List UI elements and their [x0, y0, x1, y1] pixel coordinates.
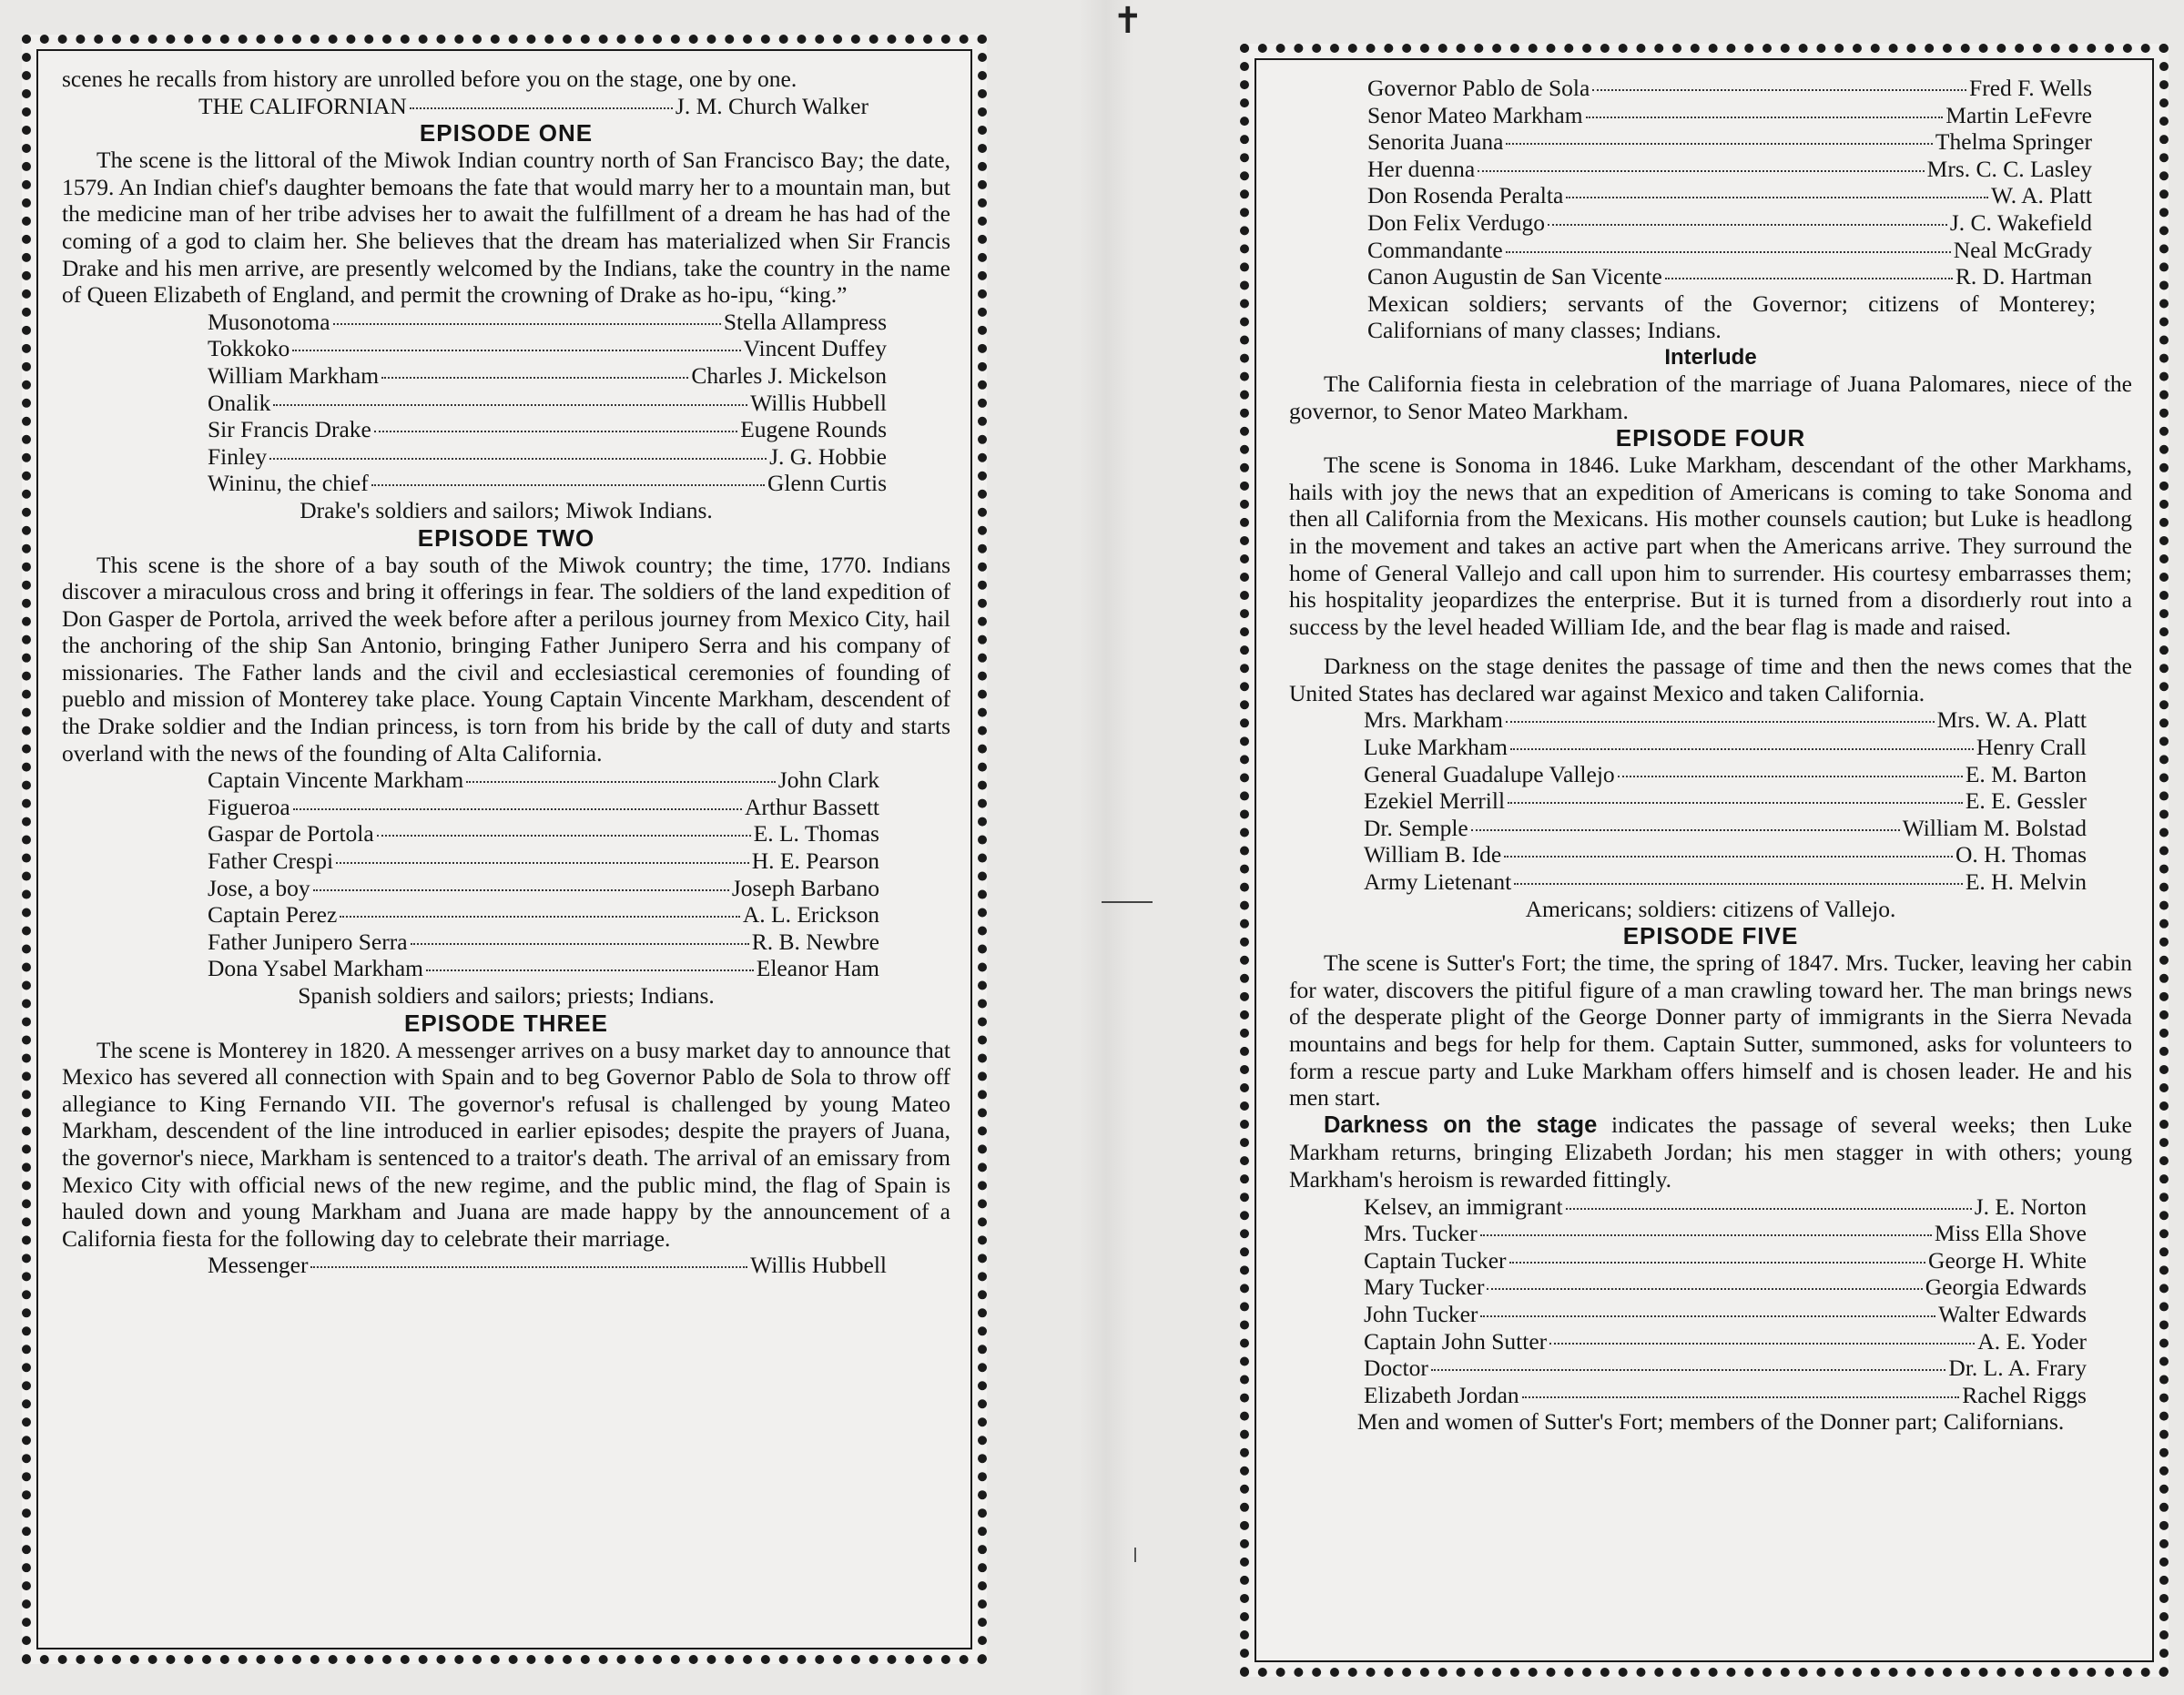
cast-actor: A. E. Yoder — [1977, 1327, 2087, 1355]
cast-role: Jose, a boy — [208, 874, 310, 901]
cast-actor: George H. White — [1928, 1246, 2087, 1274]
leader-dots — [371, 484, 765, 486]
cast-role: Governor Pablo de Sola — [1367, 75, 1590, 101]
cast-role: Canon Augustin de San Vicente — [1367, 263, 1662, 290]
cast-line — [208, 955, 879, 982]
cast-line — [208, 416, 887, 443]
cast-role: Sir Francis Drake — [208, 416, 371, 443]
leader-dots — [310, 1266, 747, 1268]
episode-four-title: EPISODE FOUR — [1615, 424, 1806, 452]
cast-role: Mrs. Markham — [1364, 706, 1503, 734]
page-fold — [1079, 0, 1133, 1695]
right-page — [1240, 44, 2169, 1677]
leader-dots — [1487, 1288, 1922, 1290]
cast-role: Figueroa — [208, 793, 290, 820]
cast-line — [208, 390, 887, 417]
cast-line — [1364, 1301, 2087, 1328]
cast-actor: J. E. Norton — [1974, 1193, 2087, 1220]
cast-role: Tokkoko — [208, 335, 290, 362]
episode-two-chorus: Spanish soldiers and sailors; priests; Indians. — [298, 982, 715, 1009]
cast-actor: J. C. Wakefield — [1949, 208, 2092, 236]
cast-line — [1364, 815, 2087, 842]
cast-role: Commandante — [1367, 236, 1503, 263]
cast-line — [1367, 128, 2092, 156]
cast-role: Gaspar de Portola — [208, 820, 374, 848]
cast-line — [208, 901, 879, 929]
leader-dots — [1478, 170, 1924, 172]
cast-actor: E. L. Thomas — [753, 820, 879, 848]
cast-role: Mary Tucker — [1364, 1274, 1485, 1301]
cast-role: Wininu, the chief — [208, 470, 369, 497]
leader-dots — [1548, 224, 1947, 226]
episode-three-title: EPISODE THREE — [404, 1009, 608, 1037]
interlude-text: The California fiesta in celebration of the marriage of Juana Palomares, niece of the governor, to Senor Mateo Markham. — [1289, 370, 2132, 424]
cast-actor: J. M. Church Walker — [675, 92, 869, 119]
episode-five-text-2 — [1289, 1111, 2132, 1193]
leader-dots — [1508, 802, 1963, 804]
cast-actor: Martin LeFevre — [1945, 101, 2092, 128]
cast-actor: Miss Ella Shove — [1934, 1220, 2087, 1247]
cast-actor: R. D. Hartman — [1955, 263, 2092, 290]
cast-actor: E. M. Barton — [1965, 760, 2087, 787]
leader-dots — [1665, 278, 1953, 279]
cast-role: William B. Ide — [1364, 841, 1502, 868]
cast-role: Captain Vincente Markham — [208, 766, 464, 794]
cast-actor: Mrs. C. C. Lasley — [1926, 155, 2092, 182]
episode-four-text-2: Darkness on the stage denites the passage of time and then the news comes that the United States has declared war against Mexico and taken California. — [1289, 653, 2132, 706]
cast-actor: J. G. Hobbie — [769, 442, 887, 470]
fold-tick — [1134, 1548, 1136, 1562]
cast-actor: Glenn Curtis — [767, 470, 887, 497]
episode-five-chorus: Men and women of Sutter's Fort; members of the Donner part; Californians. — [1356, 1408, 2065, 1436]
cast-line — [1364, 1355, 2087, 1382]
cast-actor: W. A. Platt — [1991, 182, 2092, 209]
cast-actor: Neal McGrady — [1953, 236, 2092, 263]
leader-dots — [313, 889, 729, 891]
cast-line — [208, 875, 879, 902]
leader-dots — [411, 943, 749, 945]
cast-line — [1364, 1193, 2087, 1221]
episode-one-text: The scene is the littoral of the Miwok Indian country north of San Francisco Bay; the date, 1579. An Indian chief's daughter bemoans the fate that would marry her to a mountain man, but the medicine man of her tribe advises her to await the fulfillment of a dream he has had of the coming of a god to claim her. She believes that the dream has materialized when Sir Francis Drake and his men arrive, are presently welcomed by the Indians, take the country in the name of Queen Elizabeth of England, and permit the crowning of Drake as ho-ipu, “king.” — [62, 147, 950, 309]
cast-actor: Joseph Barbano — [731, 874, 879, 901]
cast-actor: Walter Edwards — [1938, 1300, 2087, 1327]
cast-line — [1364, 761, 2087, 788]
episode-four-chorus: Americans; soldiers: citizens of Vallejo. — [1525, 895, 1896, 922]
leader-dots — [1480, 1234, 1932, 1236]
cast-role: Kelsev, an immigrant — [1364, 1193, 1563, 1220]
leader-dots — [1522, 1396, 1960, 1398]
left-page — [22, 35, 987, 1664]
leader-dots — [293, 808, 742, 810]
leader-dots — [1506, 251, 1951, 253]
episode-two-title: EPISODE TWO — [417, 523, 595, 552]
cast-actor: Charles J. Mickelson — [691, 361, 887, 389]
intro-text: scenes he recalls from history are unrolled before you on the stage, one by one. — [62, 66, 797, 92]
leader-dots — [1566, 197, 1988, 198]
cast-line — [1367, 102, 2092, 129]
cast-role: Captain Tucker — [1364, 1246, 1507, 1274]
episode-five-title: EPISODE FIVE — [1622, 922, 1799, 950]
cast-line — [208, 1252, 887, 1279]
episode-three-cast-continued — [1367, 75, 2092, 290]
episode-three-cast — [208, 1252, 887, 1279]
cast-role: Dr. Semple — [1364, 814, 1468, 841]
cast-role: Father Crespi — [208, 848, 334, 875]
cast-role: Don Rosenda Peralta — [1367, 182, 1564, 209]
cast-line — [1364, 868, 2087, 896]
cast-actor: Rachel Riggs — [1962, 1381, 2087, 1408]
cast-line — [1367, 182, 2092, 209]
cast-actor: O. H. Thomas — [1955, 841, 2087, 868]
cast-actor: William M. Bolstad — [1902, 814, 2087, 841]
cast-line — [208, 848, 879, 875]
leader-dots — [374, 431, 737, 432]
cast-line — [208, 766, 879, 794]
leader-dots — [1514, 883, 1963, 885]
cast-line — [1364, 1274, 2087, 1301]
leader-dots — [1471, 829, 1900, 831]
leader-dots — [1549, 1343, 1975, 1345]
cast-role: Ezekiel Merrill — [1364, 787, 1506, 815]
cast-role: Her duenna — [1367, 155, 1476, 182]
leader-dots — [269, 458, 767, 460]
cast-line — [208, 443, 887, 471]
leader-dots — [1480, 1315, 1935, 1317]
cast-line — [1364, 734, 2087, 761]
episode-five-text-2-rest: indicates the passage of several weeks; then Luke Markham returns, bringing Elizabeth Jordan; his men stagger in with others; young Markham's heroism is rewarded fittingly. — [1289, 1111, 2132, 1193]
cast-line — [1367, 156, 2092, 183]
cast-role: Onalik — [208, 389, 271, 416]
cast-actor: H. E. Pearson — [751, 848, 879, 875]
cast-line — [1364, 1328, 2087, 1355]
cast-line — [208, 309, 887, 336]
cast-line — [1364, 1220, 2087, 1247]
leader-dots — [292, 350, 740, 351]
cast-line — [208, 362, 887, 390]
leader-dots — [377, 835, 751, 837]
leader-dots — [1586, 117, 1944, 118]
cast-actor: Arthur Bassett — [744, 793, 879, 820]
cast-actor: Fred F. Wells — [1969, 75, 2092, 101]
cast-line — [208, 929, 879, 956]
cast-actor: Willis Hubbell — [750, 389, 887, 416]
cast-role: Musonotoma — [208, 308, 330, 335]
episode-two-text: This scene is the shore of a bay south of the Miwok country; the time, 1770. Indians discover a miraculous cross and bring it offerings in fear. The soldiers of the land expedition of Don Gasper de Portola, arrived the week before after a perilous journey from Mexico City, hail the anchoring of the ship San Antonio, bringing Father Junipero Serra and his company of missionaries. The Father lands and the civil and ecclesiastical ceremonies of founding of pueblo and mission of Monterey take place. Young Captain Vincente Markham, descendent of the Drake soldier and the Indian princess, is torn from his bride by the call of duty and starts overland with the news of the founding of Alta California. — [62, 551, 950, 766]
cast-line — [198, 93, 869, 120]
cast-role: Captain John Sutter — [1364, 1327, 1548, 1355]
cast-role: Messenger — [208, 1252, 309, 1279]
cast-actor: Georgia Edwards — [1925, 1274, 2087, 1301]
episode-one-chorus: Drake's soldiers and sailors; Miwok Indians. — [300, 496, 713, 523]
cast-role: Senor Mateo Markham — [1367, 101, 1583, 128]
leader-dots — [466, 781, 776, 783]
cast-line — [1364, 841, 2087, 868]
californian-cast — [198, 93, 869, 120]
cast-role: John Tucker — [1364, 1300, 1478, 1327]
cast-actor: John Clark — [777, 766, 879, 794]
cast-actor: Willis Hubbell — [750, 1252, 887, 1279]
episode-three-text: The scene is Monterey in 1820. A messenger arrives on a busy market day to announce that Mexico has severed all connection with Spain and to beg Governor Pablo de Sola to throw off allegiance to King Fernando VII. The governor's refusal is challenged by young Mateo Markham, descendent of the line introduced in earlier episodes; despite the prayers of Juana, the governor's niece, Markham is sentenced to a traitor's death. The arrival of an emissary from Mexico City with official news of the new regime, and the public mind, the flag of Spain is hauled down and young Markham and Juana are made happy by the announcement of a California fiesta for the following day to celebrate their marriage. — [62, 1036, 950, 1252]
cast-role: William Markham — [208, 361, 380, 389]
leader-dots — [336, 862, 749, 864]
cast-role: General Guadalupe Vallejo — [1364, 760, 1615, 787]
leader-dots — [1509, 1262, 1925, 1264]
cast-role: Elizabeth Jordan — [1364, 1381, 1519, 1408]
leader-dots — [273, 404, 747, 406]
cast-line — [1367, 75, 2092, 102]
episode-three-chorus: Mexican soldiers; servants of the Governor; citizens of Monterey; Californians of many classes; Indians. — [1367, 289, 2096, 344]
cast-role: Captain Perez — [208, 901, 338, 929]
leader-dots — [1504, 856, 1953, 858]
leader-dots — [381, 377, 688, 379]
episode-one-title: EPISODE ONE — [419, 119, 594, 147]
episode-four-text: The scene is Sonoma in 1846. Luke Markham, descendant of the other Markhams, hails with joy the news that an expedition of Americans is coming to take Sonoma and then all California from the Mexicans. His mother counsels caution; but Luke is headlong in the movement and takes an active part when the Americans arrive. They surround the home of General Vallejo and call upon him to surrender. His courtesy embarrasses them; his hospitality jeopardizes the enterprise. But it is turned from a disordıerly rout into a success by the level headed William Ide, and the bear flag is made and raised. — [1289, 452, 2132, 640]
leader-dots — [1618, 776, 1963, 777]
cast-line — [1364, 1247, 2087, 1274]
cast-role: Doctor — [1364, 1355, 1428, 1382]
cast-line — [1364, 787, 2087, 815]
cast-actor: Mrs. W. A. Platt — [1936, 706, 2087, 734]
cast-actor: Vincent Duffey — [743, 335, 887, 362]
cast-actor: A. L. Erickson — [742, 901, 879, 929]
cast-line — [208, 794, 879, 821]
cast-line — [1367, 209, 2092, 237]
leader-dots — [1592, 89, 1966, 91]
interlude-title: Interlude — [1664, 344, 1757, 370]
cast-role: Luke Markham — [1364, 734, 1508, 761]
cast-line — [1367, 237, 2092, 264]
leader-dots — [1431, 1369, 1946, 1371]
cast-actor: Eugene Rounds — [740, 416, 887, 443]
cast-line — [1364, 706, 2087, 734]
cast-line — [208, 470, 887, 497]
leader-dots — [1506, 721, 1935, 723]
leader-dots — [333, 323, 721, 325]
cast-actor: Dr. L. A. Frary — [1948, 1355, 2087, 1382]
cast-role: Senorita Juana — [1367, 128, 1504, 156]
cast-actor: Eleanor Ham — [756, 955, 879, 982]
cast-actor: R. B. Newbre — [751, 928, 879, 955]
episode-five-cast — [1364, 1193, 2087, 1409]
cast-line — [208, 820, 879, 848]
cast-actor: Stella Allampress — [723, 308, 887, 335]
leader-dots — [1566, 1208, 1972, 1210]
darkness-lead: Darkness on the stage — [1324, 1111, 1598, 1138]
episode-five-text: The scene is Sutter's Fort; the time, the spring of 1847. Mrs. Tucker, leaving her cabin for water, discovers the pitiful figure of a man crawling toward her. The man brings news of the desperate plight of the George Donner party of immigrants in the Sierra Nevada mountains and begs for help for them. Captain Sutter, summoned, asks for volunteers to form a rescue party and Luke Markham offers himself and is chosen leader. He and his men start. — [1289, 949, 2132, 1111]
cast-role: Finley — [208, 442, 268, 470]
binding-mark: ✝ — [1112, 0, 1143, 42]
cast-role: Don Felix Verdugo — [1367, 208, 1546, 236]
episode-one-cast — [208, 309, 887, 497]
cast-role: Dona Ysabel Markham — [208, 955, 423, 982]
leader-dots — [1510, 748, 1974, 750]
episode-four-cast — [1364, 706, 2087, 895]
cast-actor: E. H. Melvin — [1965, 868, 2087, 896]
episode-two-cast — [208, 766, 879, 982]
cast-actor: E. E. Gessler — [1965, 787, 2087, 815]
cast-line — [1367, 263, 2092, 290]
fold-mark — [1102, 901, 1153, 903]
leader-dots — [1506, 143, 1933, 145]
leader-dots — [410, 107, 673, 109]
cast-role: Army Lietenant — [1364, 868, 1512, 896]
cast-actor: Henry Crall — [1976, 734, 2087, 761]
cast-line — [208, 335, 887, 362]
cast-role: Mrs. Tucker — [1364, 1220, 1478, 1247]
leader-dots — [426, 969, 754, 971]
cast-role: Father Junipero Serra — [208, 928, 408, 955]
cast-actor: Thelma Springer — [1935, 128, 2092, 156]
cast-line — [1364, 1382, 2087, 1409]
cast-role: THE CALIFORNIAN — [198, 92, 407, 119]
leader-dots — [340, 916, 740, 918]
